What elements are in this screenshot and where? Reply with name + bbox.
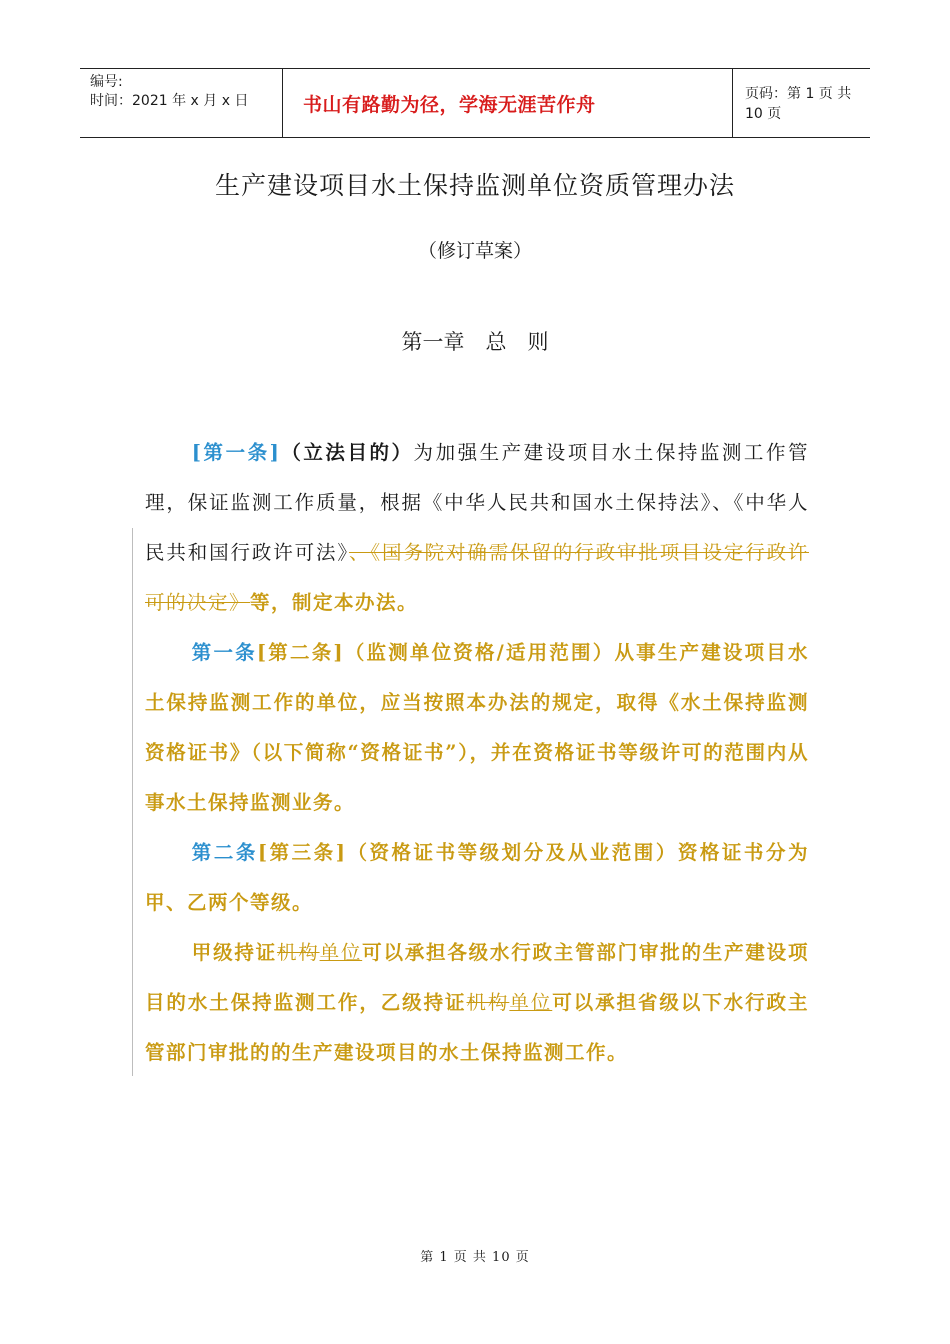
article-3-paragraph-2 [145,928,809,1078]
deleted-text: 机构 [276,941,320,964]
article-1-heading: （立法目的） [280,441,414,464]
paragraph-text: 可以承担省级以下水行政主管部门审批的的生产建设项目的水土保持监测工作。 [145,991,809,1064]
article-2 [145,628,809,828]
article-3-text: 资格证书分为甲、乙两个等级。 [145,841,809,914]
document-body [145,428,809,1078]
article-2-old-number: [第二条] [256,641,345,664]
header-motto: 书山有路勤为径，学海无涯苦作舟 [282,69,733,137]
article-3-heading: （资格证书等级划分及从业范围） [346,841,678,864]
article-1-deleted-text: 、《国务院对确需保留的行政审批项目设定行政许可的决定》 [145,541,809,614]
header-meta [80,69,282,137]
revision-change-bar [132,528,133,1076]
header-page-info: 页码：第 1 页 共 10 页 [745,86,852,122]
article-3-new-number: 第二条 [191,841,258,864]
document-title: 生产建设项目水土保持监测单位资质管理办法 [214,171,735,200]
article-2-heading: （监测单位资格/适用范围） [344,641,615,664]
article-3-old-number: [第三条] [257,841,347,864]
document-subtitle: （修订草案） [417,240,532,262]
inserted-text: 单位 [509,991,553,1014]
inserted-text: 单位 [319,941,363,964]
article-2-text: 从事生产建设项目水土保持监测工作的单位，应当按照本办法的规定，取得《水土保持监测资格证书》（以下简称“资格证书”），并在资格证书等级许可的范围内从事水土保持监测业务。 [145,641,809,814]
paragraph-text: 甲级持证 [191,941,277,964]
number-label: 编号: [90,74,123,90]
chapter-heading: 第一章 总 则 [401,330,549,354]
article-1-tail: 等，制定本办法。 [250,591,419,614]
deleted-text: 机构 [466,991,510,1014]
time-label: 时间：2021 年 x 月 x 日 [90,93,249,109]
document-header [80,68,870,138]
paragraph-text: 可以承担各级水行政主管部门审批的生产建设项目的水土保持监测工作，乙级持证 [145,941,809,1014]
article-3 [145,828,809,928]
article-1-text: 为加强生产建设项目水土保持监测工作管理，保证监测工作质量，根据《中华人民共和国水土保持法》、《中华人民共和国行政许可法》 [145,441,809,564]
page-footer: 第 1 页 共 10 页 [420,1250,530,1265]
article-2-new-number: 第一条 [191,641,257,664]
article-1-number: [第一条] [191,441,281,464]
article-1 [145,428,809,628]
